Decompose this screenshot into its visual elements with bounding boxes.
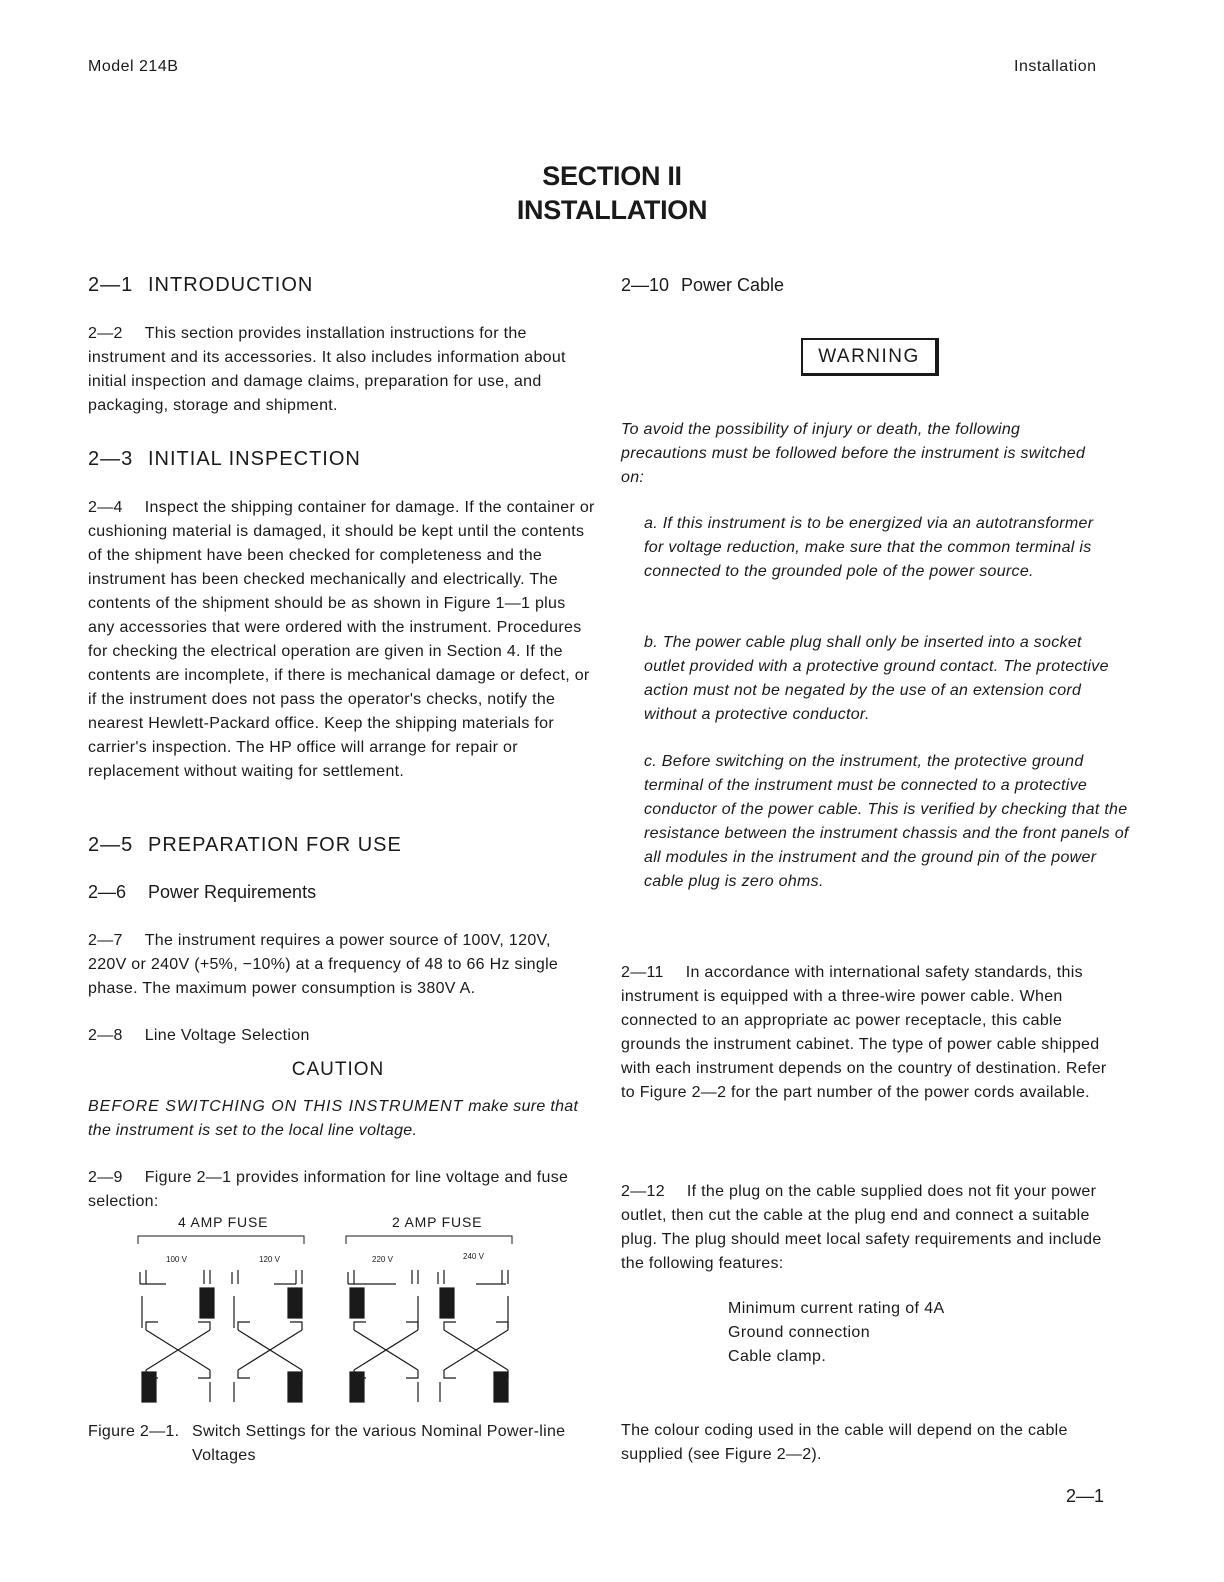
heading-2-1 xyxy=(88,274,313,297)
feature-item: Cable clamp. xyxy=(728,1348,827,1365)
paragraph-text: If the plug on the cable supplied does not fit your power outlet, then cut the cable at the plug end and connect a suitable plug. The plug should meet local safety requirements and include the following features: xyxy=(621,1183,1102,1272)
figure-caption-text: Switch Settings for the various Nominal Power-line Voltages xyxy=(192,1423,566,1464)
caution-title: CAUTION xyxy=(291,1059,385,1080)
paragraph-number: 2—9 xyxy=(88,1169,123,1186)
header-model: Model 214B xyxy=(88,58,179,75)
paragraph-number: 2—7 xyxy=(88,932,123,949)
heading-text: Power Requirements xyxy=(148,882,317,902)
warning-badge: WARNING xyxy=(801,338,939,376)
paragraph-number: 2—11 xyxy=(621,964,664,981)
switch-label-240v: 240 V xyxy=(463,1252,484,1261)
warning-item-a: a. If this instrument is to be energized via an autotransformer for voltage reduction, make sure that the common terminal is connected to the grounded pole of the power source. xyxy=(644,515,1094,580)
heading-number: 2—1 xyxy=(88,274,134,296)
heading-2-10 xyxy=(621,275,784,296)
paragraph-text: The instrument requires a power source of 100V, 120V, 220V or 240V (+5%, −10%) at a frequency of 48 to 66 Hz single phase. The maximum power consumption is 380V A. xyxy=(88,932,559,997)
warning-item-b: b. The power cable plug shall only be inserted into a socket outlet provided with a protective ground contact. The protective action must not be negated by the use of an extension cord without a protective conductor. xyxy=(644,634,1109,723)
paragraph-text: Figure 2—1 provides information for line voltage and fuse selection: xyxy=(88,1169,569,1210)
heading-text: PREPARATION FOR USE xyxy=(148,834,402,856)
switch-label-100v: 100 V xyxy=(166,1255,187,1264)
paragraph-2-7 xyxy=(88,929,593,1001)
heading-text: Power Cable xyxy=(681,275,785,295)
paragraph-2-4 xyxy=(88,496,596,784)
section-title: INSTALLATION xyxy=(516,195,708,225)
paragraph-2-11 xyxy=(621,961,1121,1105)
caution-text-rest: make sure that the instrument is set to the local line voltage. xyxy=(88,1098,579,1139)
warning-item-c: c. Before switching on the instrument, the protective ground terminal of the instrument must be connected to a protective conductor of the power cable. This is verified by checking that the resistance between the instrument chassis and the front panels of all modules in the instrument and the ground pin of the power cable plug is zero ohms. xyxy=(644,753,1129,890)
paragraph-number: 2—12 xyxy=(621,1183,665,1200)
switch-label-120v: 120 V xyxy=(259,1255,280,1264)
heading-2-5 xyxy=(88,834,402,857)
colour-coding-note: The colour coding used in the cable will depend on the cable supplied (see Figure 2—2). xyxy=(621,1422,1068,1463)
paragraph-text: Inspect the shipping container for damage. If the container or cushioning material is damaged, it should be kept until the contents of the shipment have been checked for completeness and the instrument has been checked mechanically and electrically. The contents of the shipment should be as shown in Figure 1—1 plus any accessories that were ordered with the instrument. Procedures for checking the electrical operation are given in Section 4. If the contents are incomplete, if there is mechanical damage or defect, or if the instrument does not pass the operator's checks, notify the nearest Hewlett-Packard office. Keep the shipping materials for carrier's inspection. The HP office will arrange for repair or replacement without waiting for settlement. xyxy=(88,499,595,780)
heading-text: INITIAL INSPECTION xyxy=(148,448,361,470)
paragraph-2-8 xyxy=(88,1024,310,1048)
page-number: 2—1 xyxy=(1066,1486,1105,1506)
heading-2-6 xyxy=(88,882,316,903)
heading-text: INTRODUCTION xyxy=(148,274,314,296)
figure-caption-number: Figure 2—1. xyxy=(88,1423,180,1440)
paragraph-text: Line Voltage Selection xyxy=(144,1027,310,1044)
heading-number: 2—5 xyxy=(88,834,134,856)
header-section: Installation xyxy=(1014,58,1097,75)
feature-item: Minimum current rating of 4A xyxy=(728,1300,945,1317)
paragraph-2-12 xyxy=(621,1180,1119,1276)
heading-number: 2—6 xyxy=(88,882,127,902)
heading-number: 2—3 xyxy=(88,448,134,470)
paragraph-number: 2—4 xyxy=(88,499,123,516)
paragraph-text: In accordance with international safety standards, this instrument is equipped with a three-wire power cable. When connected to an appropriate ac power receptacle, this cable grounds the instrument cabinet. The type of power cable shipped with each instrument depends on the country of destination. Refer to Figure 2—2 for the part number of the power cords available. xyxy=(621,964,1107,1101)
warning-intro: To avoid the possibility of injury or death, the following precautions must be followed before the instrument is switched on: xyxy=(621,421,1086,486)
paragraph-text: This section provides installation instructions for the instrument and its accessories. It also includes information about initial inspection and damage claims, preparation for use, and packaging, storage and shipment. xyxy=(88,325,566,414)
paragraph-number: 2—8 xyxy=(88,1027,123,1044)
heading-number: 2—10 xyxy=(621,275,670,295)
feature-item: Ground connection xyxy=(728,1324,871,1341)
paragraph-number: 2—2 xyxy=(88,325,123,342)
paragraph-2-9 xyxy=(88,1166,588,1214)
fuse-group-label-2amp: 2 AMP FUSE xyxy=(392,1214,483,1230)
caution-text xyxy=(88,1095,588,1143)
fuse-group-label-4amp: 4 AMP FUSE xyxy=(178,1214,269,1230)
switch-label-220v: 220 V xyxy=(372,1255,393,1264)
section-number-title: SECTION II xyxy=(542,161,682,191)
caution-text-caps: BEFORE SWITCHING ON THIS INSTRUMENT xyxy=(88,1098,464,1115)
heading-2-3 xyxy=(88,448,361,471)
paragraph-2-2 xyxy=(88,322,588,418)
